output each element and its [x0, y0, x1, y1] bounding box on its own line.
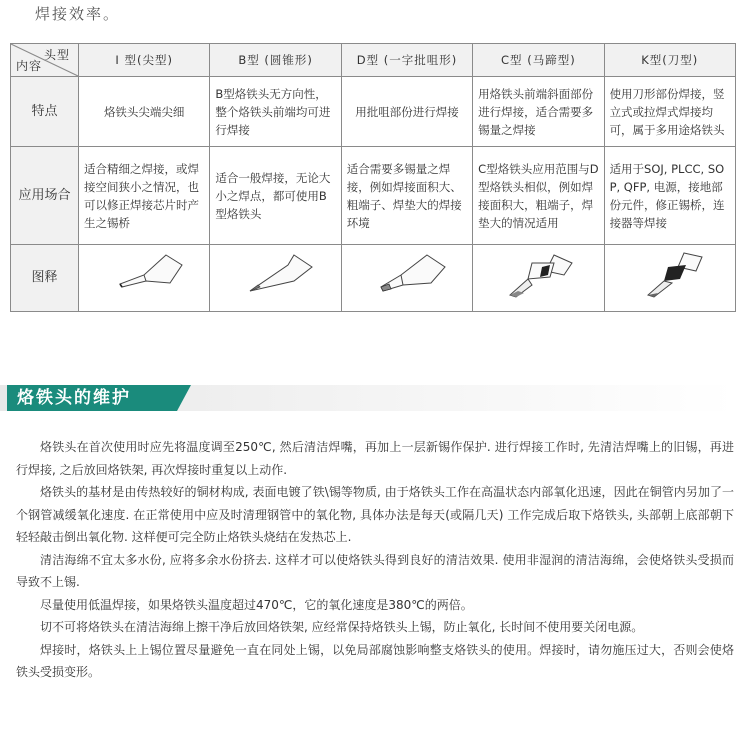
paragraph: 烙铁头在首次使用时应先将温度调至250℃, 然后清洁焊嘴，再加上一层新锡作保护. 进行焊接工作时, 先清洁焊嘴上的旧锡，再进行焊接, 之后放回烙铁架, 再次焊接时重复以上动作.: [16, 440, 734, 477]
corner-bottom-label: 内容: [16, 59, 43, 73]
column-header-d-type: D型 (一字批咀形): [341, 44, 472, 77]
table-header-row: [11, 44, 736, 77]
section-title: 烙铁头的维护: [7, 385, 177, 411]
table-cell: [79, 245, 210, 312]
table-cell: 适合一般焊接，无论大小之焊点，都可使用B型烙铁头: [210, 147, 341, 245]
table-cell: C型烙铁头应用范围与D型烙铁头相似，例如焊接面积大，粗端子，焊垫大的情况适用: [473, 147, 604, 245]
table-row-illustrations: [11, 245, 736, 312]
table-corner-header: [11, 44, 79, 77]
paragraph: 尽量使用低温焊接，如果烙铁头温度超过470℃，它的氧化速度是380℃的两倍。: [40, 597, 473, 612]
table-row-applications: [11, 147, 736, 245]
table-cell: [210, 245, 341, 312]
paragraph: 清洁海绵不宜太多水份, 应将多余水份挤去. 这样才可以使烙铁头得到良好的清洁效果. 使用非湿润的清洁海绵，会使烙铁头受损而导致不上锡.: [16, 552, 734, 589]
corner-top-label: 头型: [43, 48, 70, 62]
table-row-features: [11, 77, 736, 147]
i-type-tip-icon: [104, 251, 184, 301]
table-cell: 用批咀部份进行焊接: [341, 77, 472, 147]
paragraph: 焊接时，烙铁头上上锡位置尽量避免一直在同处上锡，以免局部腐蚀影响整支烙铁头的使用。焊接时，请勿施压过大，否则会使烙铁头受损变形。: [16, 642, 734, 679]
b-type-tip-icon: [236, 251, 316, 301]
table-cell: 烙铁头尖端尖细: [79, 77, 210, 147]
table-cell: 用烙铁头前端斜面部份进行焊接，适合需要多锡量之焊接: [473, 77, 604, 147]
maintenance-text: [16, 436, 734, 684]
table-cell: [341, 245, 472, 312]
table-cell: 使用刀形部份焊接，竖立式或拉焊式焊接均可，属于多用途烙铁头: [604, 77, 735, 147]
table-cell: 适合需要多锡量之焊接，例如焊接面积大、粗端子、焊垫大的焊接环境: [341, 147, 472, 245]
table-cell: B型烙铁头无方向性，整个烙铁头前端均可进行焊接: [210, 77, 341, 147]
soldering-tip-types-table: [10, 43, 736, 312]
c-type-tip-icon: [498, 251, 578, 301]
column-header-b-type: B型 (圆锥形): [210, 44, 341, 77]
row-label-features: 特点: [11, 77, 79, 147]
paragraph: 烙铁头的基材是由传热较好的铜材构成, 表面电镀了铁\锡等物质, 由于烙铁头工作在高温状态内部氧化迅速，因此在铜管内另加了一个钢管减缓氧化速度. 在正常使用中应及时清理钢管中的氧化物, 具体办法是每天(或隔几天) 工作完成后取下烙铁头, 头部朝上底部朝下轻轻敲击倒出氧化物. 这样便可完全防止烙铁头烧结在发热芯上.: [16, 485, 734, 544]
column-header-i-type: Ⅰ 型(尖型): [79, 44, 210, 77]
table-cell: [473, 245, 604, 312]
row-label-applications: 应用场合: [11, 147, 79, 245]
column-header-k-type: K型(刀型): [604, 44, 735, 77]
k-type-tip-icon: [630, 251, 710, 301]
d-type-tip-icon: [367, 251, 447, 301]
previous-text-fragment: 焊接效率。: [35, 5, 121, 23]
column-header-c-type: C型 (马蹄型): [473, 44, 604, 77]
table-cell: 适用于SOJ, PLCC, SOP, QFP, 电源，接地部份元件，修正锡桥，连接器等焊接: [604, 147, 735, 245]
table-cell: [604, 245, 735, 312]
table-cell: 适合精细之焊接，或焊接空间狭小之情况，也可以修正焊接芯片时产生之锡桥: [79, 147, 210, 245]
paragraph: 切不可将烙铁头在清洁海绵上擦干净后放回烙铁架, 应经常保持烙铁头上锡，防止氧化, 长时间不使用要关闭电源。: [40, 620, 644, 634]
row-label-illustrations: 图释: [11, 245, 79, 312]
